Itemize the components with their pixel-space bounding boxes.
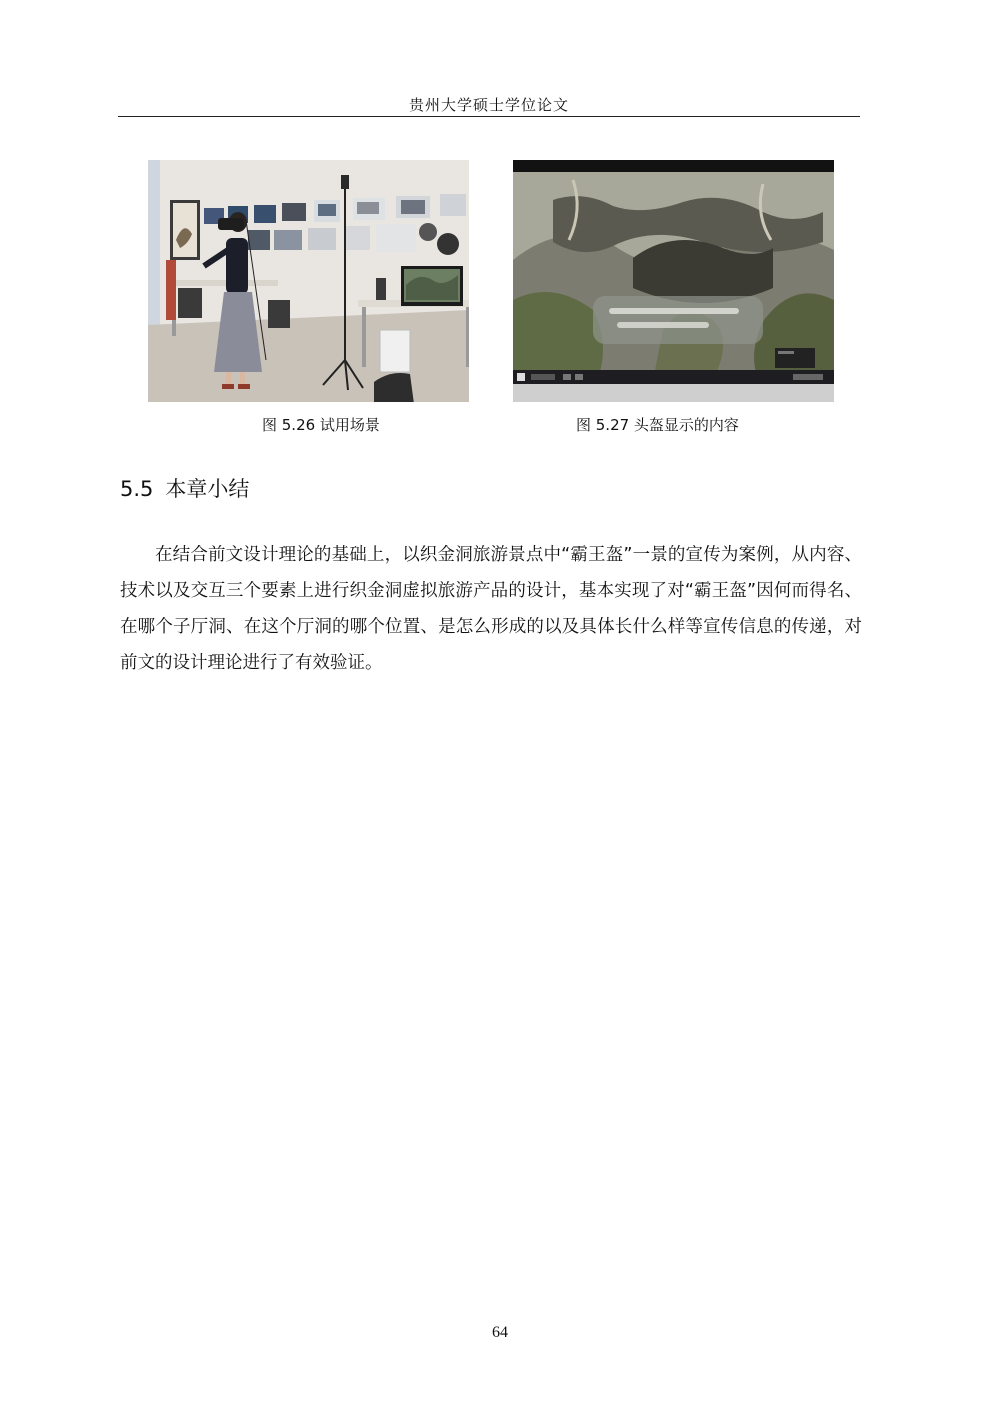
page-number: 64 — [492, 1324, 508, 1341]
headset-display-image — [513, 160, 834, 402]
running-header: 贵州大学硕士学位论文 — [408, 96, 569, 114]
vr-trial-scene-image — [148, 160, 469, 402]
section-heading — [120, 473, 249, 503]
figure-caption-5-26: 图 5.26 试用场景 — [262, 416, 380, 434]
section-title: 本章小结 — [165, 477, 250, 501]
body-paragraph: 在结合前文设计理论的基础上，以织金洞旅游景点中“霸王盔”一景的宣传为案例，从内容、技术以及交互三个要素上进行织金洞虚拟旅游产品的设计，基本实现了对“霸王盔”因何而得名、在哪个子厅洞、在这个厅洞的哪个位置、是怎么形成的以及具体长什么样等宣传信息的传递，对前文的设计理论进行了有效验证。 — [120, 545, 862, 673]
figure-caption-5-27: 图 5.27 头盔显示的内容 — [576, 416, 739, 434]
figure-headset-display — [513, 160, 834, 402]
header-rule — [118, 116, 860, 117]
section-number: 5.5 — [120, 477, 154, 501]
figure-vr-trial-scene — [148, 160, 469, 402]
